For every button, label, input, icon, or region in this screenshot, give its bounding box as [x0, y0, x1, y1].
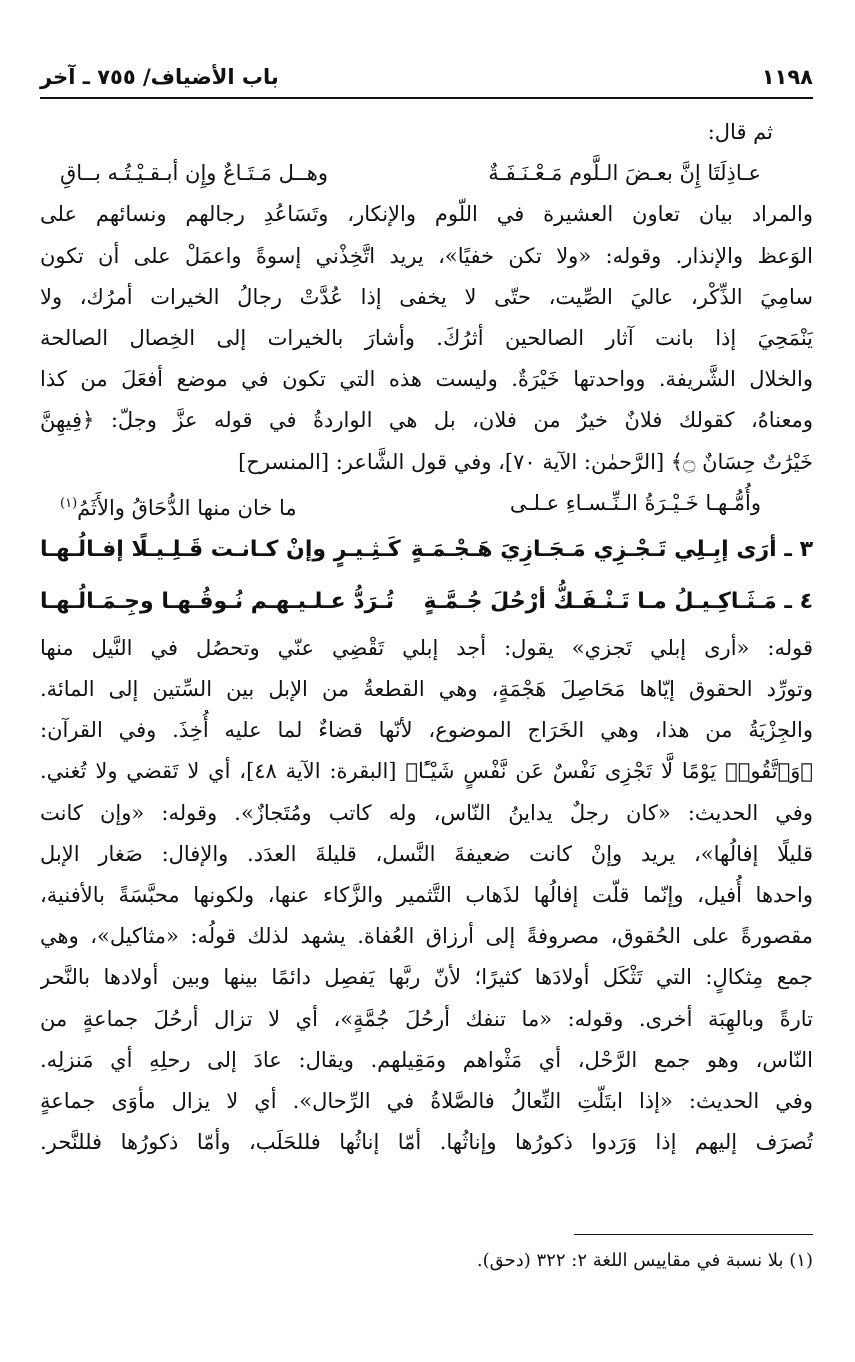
verse-line-4 — [40, 576, 813, 628]
text-line: الوَعظ والإنذار. وقوله: «ولا تكن خفيًا»، يريد اتَّخِذْني إسوةً واعمَلْ على أن تكون — [40, 243, 813, 268]
commentary-line: والجِزْيَةُ من هذا، وهي الخَرَاج الموضوع، لأنّها قضاءٌ لما عليه أُخِذَ. وفي القرآن: — [40, 718, 813, 743]
commentary-line: وتورِّد الحقوق إيّاها مَحَاصِلَ هَجْمَةٍ، وهي القطعةُ من الإبل بين السِّتين إلى المائة. — [40, 677, 813, 702]
commentary-line: وفي الحديث: «كان رجلٌ يداينُ النّاس، وله كاتب ومُتَجازٌ». وقوله: «وإن كانت — [40, 800, 813, 825]
verse-hemistich-right: عـاذِلَتَا إِنَّ بعـضَ الـلَّوم مَـعْـنَـفَـةٌ — [488, 161, 761, 186]
commentary-line: ﴿وَٱتَّقُوا۟ يَوْمًا لَّا تَجْزِى نَفْسٌ عَن نَّفْسٍ شَيْـًٔا﴾ [البقرة: الآية ٤٨]، أي لا تَقضي ولا تُغني. — [40, 759, 813, 784]
commentary-line: تارةً وبالهِبَة أخرى. وقوله: «ما تنفك أرحُلَ جُمَّةٍ»، أي لا تزال أرحُلَ جماعةٍ من — [40, 1006, 813, 1031]
header-rule — [40, 97, 813, 99]
main-text — [40, 112, 813, 1163]
text-line: والمراد بيان تعاون العشيرة في اللّوم والإنكار، وتَسَاعُدِ رجالهم ونسائهم على — [40, 202, 813, 227]
verse-hemistich-right: ٣ ـ أرَى إبِـلِي تَـجْـزِي مَـجَـازِيَ هَـجْـمَـةٍ — [410, 536, 813, 562]
verse-hemistich-right: وأُمُّـهـا خَـيْـرَةُ الـنِّـسـاءِ عـلـى — [509, 490, 761, 515]
commentary-line: مقصورةً على الحُقوق، مصروفةً إلى أرزاق العُفاة. يشهد لذلك قولُه: «مثاكيل»، وهي — [40, 924, 813, 949]
verse-hemistich-left: تُـرَدُّ عـلـيـهـم نُـوقُـهـا وجِـمَـالُـهـا — [40, 588, 395, 614]
page-header — [40, 60, 813, 94]
section-title: باب الأضياف/ ٧٥٥ ـ آخر — [40, 65, 279, 89]
text-line: خَيْرَٰتٌ حِسَانٌ ۝﴾ [الرَّحمٰن: الآية ٧٠]، وفي قول الشَّاعر: [المنسرح] — [238, 449, 813, 474]
commentary-line: النّاس، وهو جمع الرَّحْل، أي مَثْواهم ومَقِيلهم. ويقال: عادَ إلى رحلِهِ أي مَنزلِه. — [40, 1047, 813, 1072]
text-line: ومعناهُ، كقولك فلانٌ خيرٌ من فلان، بل هي الواردةُ في قوله عزَّ وجلّ: ﴿فِيهِنَّ — [40, 408, 813, 433]
text-line: يَنْمَحِيَ إذا بانت آثار الصالحين أثرُكَ. وأشارَ بالخيرات إلى الخِصال الصالحة — [40, 325, 813, 350]
verse-line-3 — [40, 524, 813, 576]
footnote: (١) بلا نسبة في مقاييس اللغة ٢: ٣٢٢ (دحق). — [476, 1250, 813, 1271]
footnote-mark: (١) — [60, 495, 78, 511]
commentary-line: وفي الحديث: «إذا ابتَلّتِ النِّعالُ فالصَّلاةُ في الرِّحال». أي لا يزال مأوَى جماعةٍ — [40, 1088, 813, 1113]
text-line: والخلال الشَّريفة. وواحدتها خَيْرَةٌ. وليست هذه التي تكون في موضع أفعَلَ من كذا — [40, 367, 813, 392]
commentary-line: واحدها أُفيل، وإنّما قلّت إفالُها لذَهاب التَّثمير والزَّكاء عنها، ولكونها محبَّسَةً بالأفنية، — [40, 883, 813, 907]
commentary-line: تُصرَف إليهم إذا وَرَدوا ذكورُها وإناثُها. أمّا إناثُها فللحَلَب، وأمّا ذكورُها فللنَّحر. — [40, 1130, 813, 1155]
commentary-line: قوله: «أرى إبلي تَجزي» يقول: أجد إبلي تَقْضِي عنّي وتحصُل في النَّيل منها — [40, 635, 813, 660]
verse-line-1 — [40, 153, 813, 194]
page-number: ١١٩٨ — [761, 65, 813, 89]
verse-line-2 — [40, 483, 813, 524]
verse-hemistich-left: وهــل مَـتَـاعٌ وإِن أبـقـيْـتُـه بــاقِ — [60, 161, 329, 186]
intro-line: ثم قال: — [707, 120, 773, 144]
commentary-line: جمع مِثكالٍ: التي تَثْكَل أولادَها كثيرًا؛ لأنّ ربَّها يَفصِل دائمًا بينها وبين أولادها بالنَّحر — [40, 965, 813, 990]
verse-hemistich-right: ٤ ـ مَـثَـاكِـيـلُ مـا تَـنْـفَـكُّ أرْحُلَ جُـمَّـةٍ — [423, 588, 813, 614]
text-line: سامِيَ الذِّكْر، عاليَ الصِّيت، حتّى لا يخفى إذا عُدَّتْ رجالُ الخيرات أمرُك، ولا — [40, 284, 813, 309]
footnote-rule — [574, 1234, 813, 1235]
commentary-line: قليلًا إفالُها»، يريد وإنْ كانت ضعيفةَ النَّسل، قليلةَ العدَد. والإفال: صَغار الإبل — [40, 841, 813, 866]
verse-hemistich-left: ما خان منها الدُّحَاقُ والأَثَمُ$^{(١)}$ — [60, 495, 297, 520]
verse-hemistich-left: كَـثِـيـرٍ وإنْ كـانـت قَـلِـيـلًا إفـالُـهـا — [40, 536, 401, 562]
